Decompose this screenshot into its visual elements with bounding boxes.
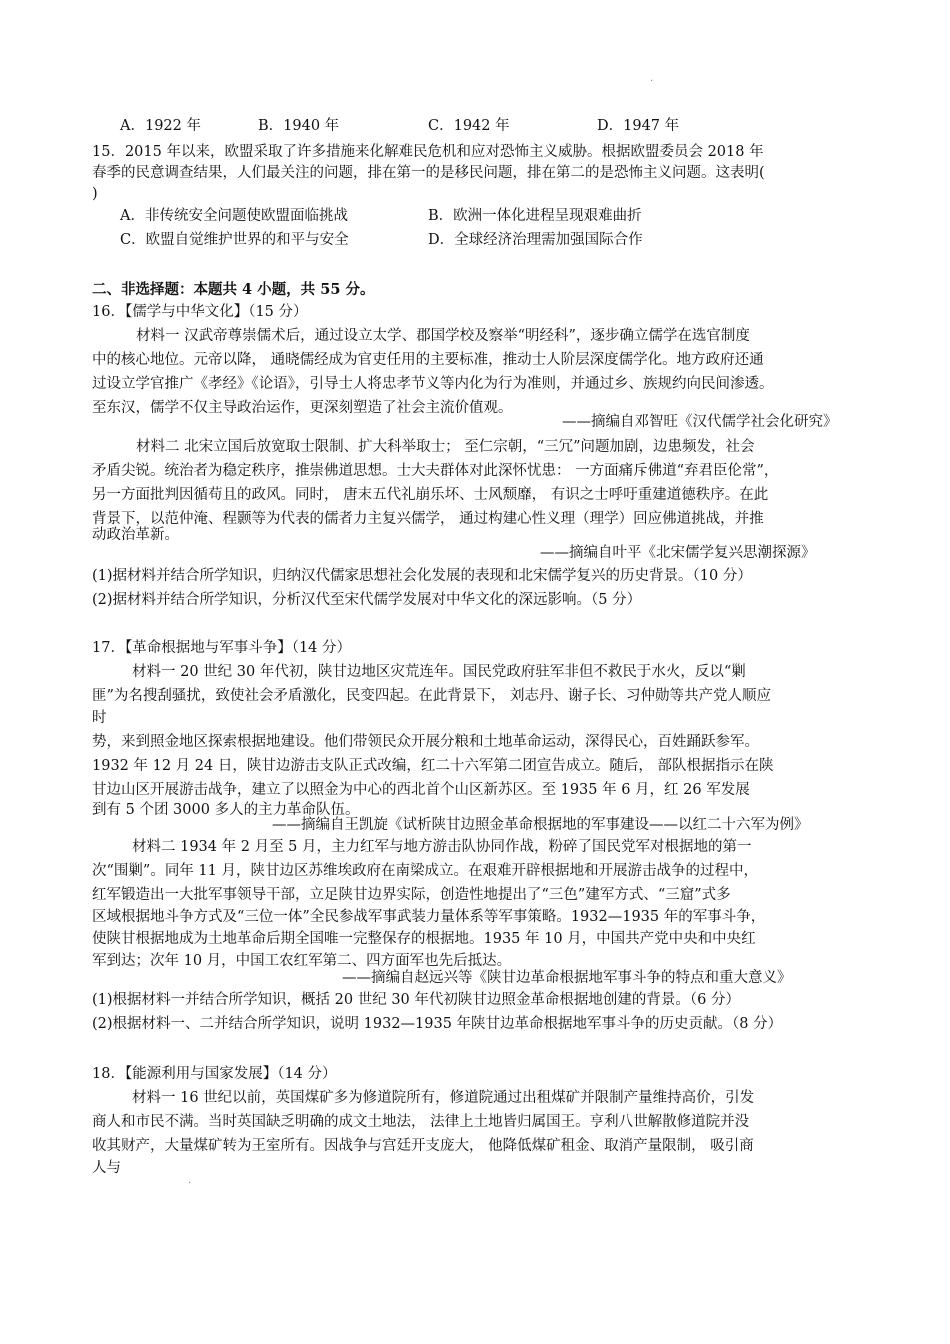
q16-material1-line: 中的核心地位。元帝以降， 通晓儒经成为官吏任用的主要标准，推动士人阶层深度儒学化。地方政府还通 [92, 352, 764, 368]
q18-material1-line: 材料一 16 世纪以前，英国煤矿多为修道院所有，修道院通过出租煤矿并限制产量维持高价，引发 [132, 1090, 755, 1106]
q15-option-b: B．欧洲一体化进程呈现艰难曲折 [428, 208, 642, 224]
q17-material2-line: 使陕甘根据地成为土地革命后期全国唯一完整保存的根据地。1935 年 10 月，中国共产党中央和中央红 [92, 931, 756, 947]
q17-question2: (2)根据材料一、二并结合所学知识，说明 1932—1935 年陕甘边革命根据地军事斗争的历史贡献。（8 分） [92, 1016, 783, 1032]
q15-stem-line2: 春季的民意调查结果，人们最关注的问题，排在第一的是移民问题，排在第二的是恐怖主义问题。这表明( [92, 165, 765, 181]
q16-title: 16．【儒学与中华文化】（15 分） [92, 304, 308, 320]
q18-title: 18．【能源利用与国家发展】（14 分） [92, 1066, 337, 1082]
q16-material2-line: 动政治革新。 [92, 527, 179, 543]
section2-title: 二、非选择题：本题共 4 小题，共 55 分。 [92, 281, 375, 298]
q17-material1-line: 匪”为名搜刮骚扰，致使社会矛盾激化，民变四起。在此背景下， 刘志丹、谢子长、习仲勋等共产党人顺应 [92, 688, 772, 704]
q14-option-a: A．1922 年 [120, 118, 201, 134]
q17-material1-line: 甘边山区开展游击战争，建立了以照金为中心的西北首个山区新苏区。至 1935 年 6 月，红 26 军发展 [92, 782, 750, 798]
q18-material1-line: 人与 [92, 1160, 121, 1176]
q17-material2-line: 次“围剿”。同年 11 月，陕甘边区苏维埃政府在南梁成立。在艰难开辟根据地和开展游击战争的过程中， [92, 863, 758, 879]
speck-mark: · [650, 76, 654, 87]
q16-question2: (2)据材料并结合所学知识，分析汉代至宋代儒学发展对中华文化的深远影响。（5 分） [92, 592, 642, 608]
q17-material1-line: 到有 5 个团 3000 多人的主力革命队伍。 [92, 802, 360, 818]
q16-material2-line: 材料二 北宋立国后放宽取士限制、扩大科举取士； 至仁宗朝，“三冗”问题加剧，边患频发，社会 [136, 439, 755, 455]
q18-material1-line: 商人和市民不满。当时英国缺乏明确的成文土地法， 法律上土地皆归属国王。亨利八世解散修道院并没 [92, 1114, 750, 1130]
speck-mark: · [188, 1178, 192, 1189]
q17-title: 17．【革命根据地与军事斗争】（14 分） [92, 640, 352, 656]
q15-stem-line3: ) [92, 186, 98, 202]
q16-material1-line: 至东汉，儒学不仅主导政治运作，更深刻塑造了社会主流价值观。 [92, 400, 513, 416]
q16-source1: ——摘编自邓智旺《汉代儒学社会化研究》 [562, 414, 838, 430]
q17-material2-line: 红军锻造出一大批军事领导干部，立足陕甘边界实际，创造性地提出了“三色”建军方式、“三窟”式多 [92, 887, 731, 903]
q15-option-a: A．非传统安全问题使欧盟面临挑战 [120, 208, 348, 224]
q17-material1-line: 材料一 20 世纪 30 年代初，陕甘边地区灾荒连年。国民党政府驻军非但不救民于水火，反以“剿 [132, 664, 746, 680]
q14-option-c: C．1942 年 [428, 118, 510, 134]
q17-material1-line: 1932 年 12 月 24 日，陕甘边游击支队正式改编，红二十六军第二团宣告成立。随后， 部队根据指示在陕 [92, 758, 774, 774]
q16-source2: ——摘编自叶平《北宋儒学复兴思潮探源》 [540, 545, 816, 561]
q15-option-d: D．全球经济治理需加强国际合作 [428, 232, 643, 248]
q17-source1: ——摘编自王凯旋《试析陕甘边照金革命根据地的军事建设——以红二十六军为例》 [272, 817, 809, 833]
q17-question1: (1)根据材料一并结合所学知识，概括 20 世纪 30 年代初陕甘边照金革命根据地创建的背景。（6 分） [92, 992, 740, 1008]
q17-material2-line: 区域根据地斗争方式及“三位一体”全民参战军事武装力量体系等军事策略。1932—1935 年的军事斗争， [92, 909, 766, 925]
q15-stem-line1: 15．2015 年以来，欧盟采取了许多措施来化解难民危机和应对恐怖主义威胁。根据欧盟委员会 2018 年 [92, 144, 764, 160]
q16-material1-line: 过设立学官推广《孝经》《论语》，引导士人将忠孝节义等内化为行为准则，并通过乡、族规约向民间渗透。 [92, 376, 774, 392]
q17-material1-line: 势，来到照金地区探索根据地建设。他们带领民众开展分粮和土地革命运动，深得民心，百姓踊跃参军。 [92, 734, 759, 750]
q17-material1-line: 时 [92, 710, 107, 726]
q15-option-c: C．欧盟自觉维护世界的和平与安全 [120, 232, 349, 248]
q16-material2-line: 另一方面批判因循苟且的政风。同时， 唐末五代礼崩乐坏、士风颓靡， 有识之士呼吁重建道德秩序。在此 [92, 487, 769, 503]
q17-material2-line: 军到达；次年 10 月，中国工农红军第二、四方面军也先后抵达。 [92, 953, 512, 969]
q18-material1-line: 收其财产，大量煤矿转为王室所有。因战争与宫廷开支庞大， 他降低煤矿租金、取消产量限制， 吸引商 [92, 1138, 754, 1154]
q17-source2: ——摘编自赵远兴等《陕甘边革命根据地军事斗争的特点和重大意义》 [342, 970, 792, 986]
q14-option-b: B．1940 年 [258, 118, 340, 134]
q17-material2-line: 材料二 1934 年 2 月至 5 月，主力红军与地方游击队协同作战，粉碎了国民党军对根据地的第一 [132, 839, 752, 855]
q16-material2-line: 矛盾尖锐。统治者为稳定秩序，推崇佛道思想。士大夫群体对此深怀忧患： 一方面痛斥佛道“弃君臣伦常”， [92, 463, 779, 479]
q16-question1: (1)据材料并结合所学知识，归纳汉代儒家思想社会化发展的表现和北宋儒学复兴的历史背景。（10 分） [92, 568, 752, 584]
q16-material2-line: 背景下，以范仲淹、程颢等为代表的儒者力主复兴儒学， 通过构建心性义理（理学）回应佛道挑战，并推 [92, 511, 764, 527]
q14-option-d: D．1947 年 [597, 118, 680, 134]
q16-material1-line: 材料一 汉武帝尊崇儒术后，通过设立太学、郡国学校及察举“明经科”，逐步确立儒学在选官制度 [136, 328, 750, 344]
